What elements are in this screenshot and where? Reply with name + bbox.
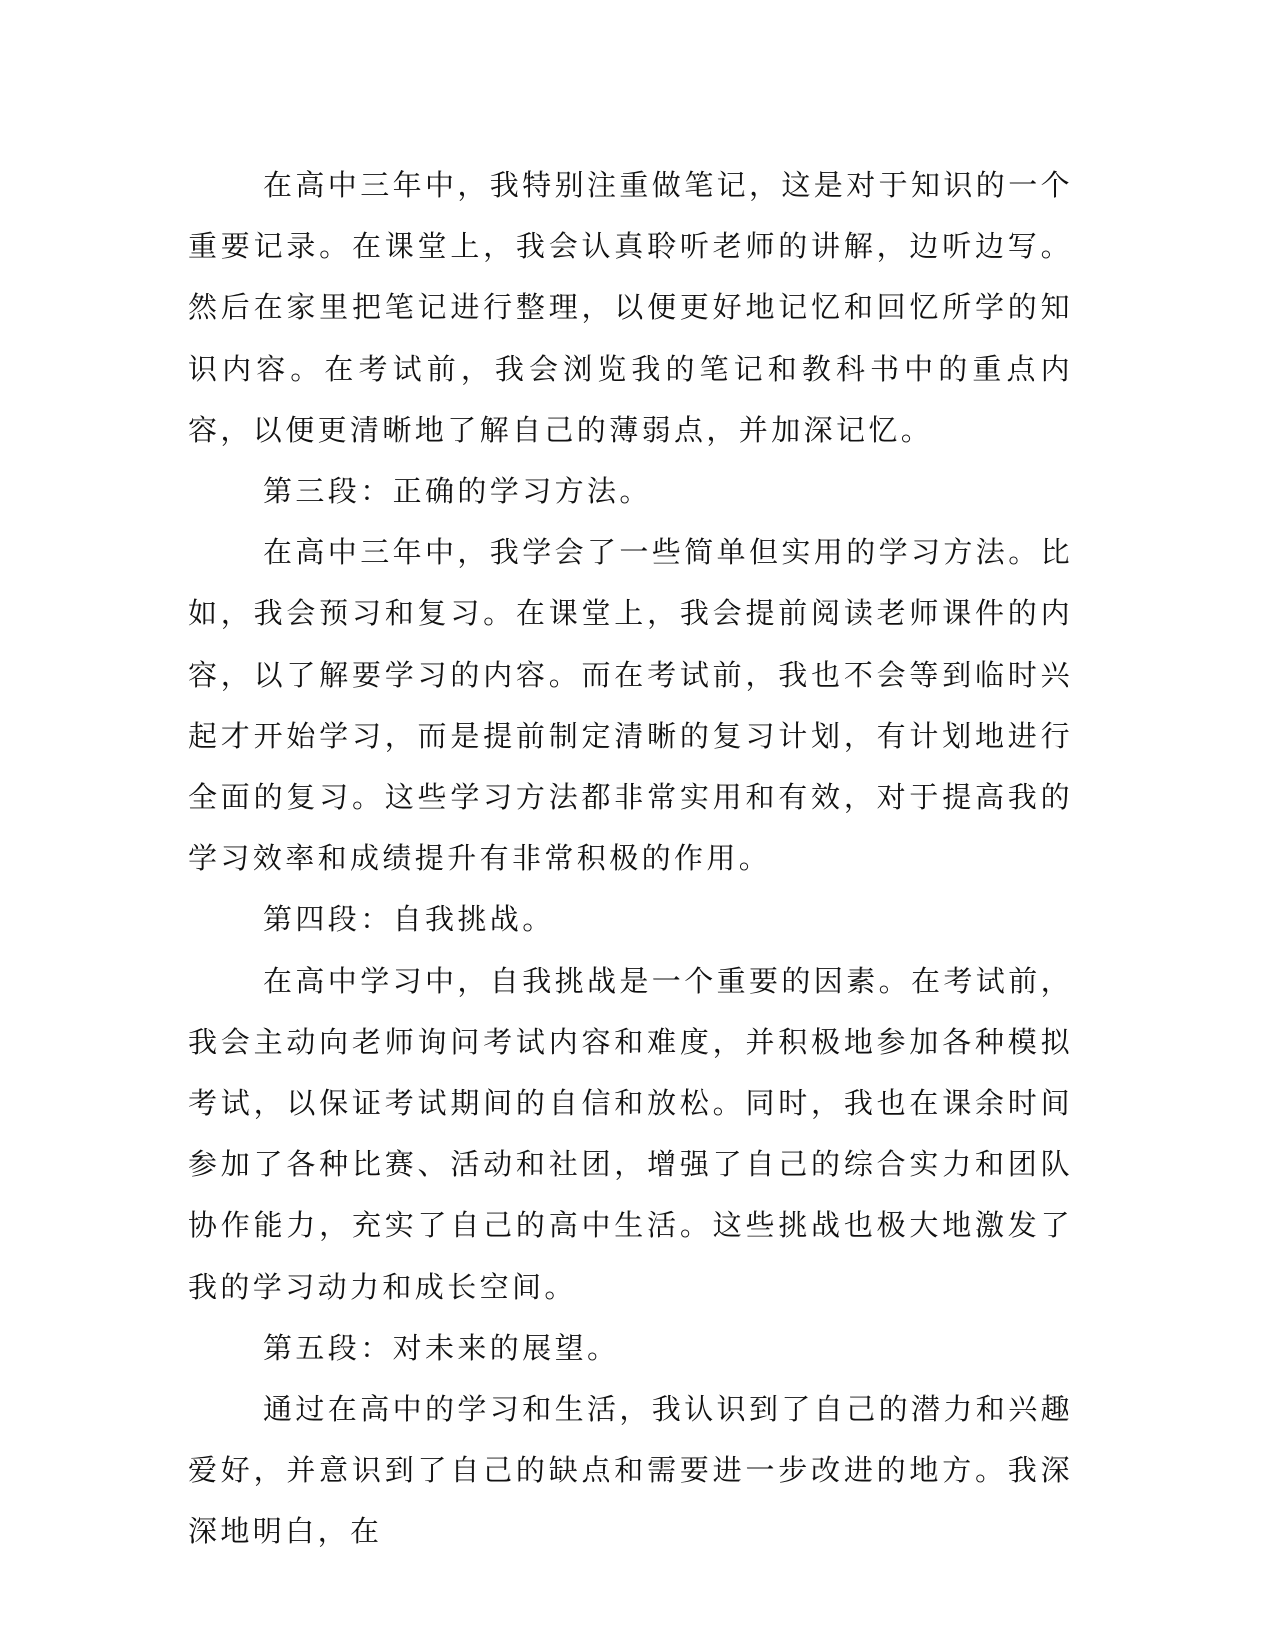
- section-heading-4: 第四段：自我挑战。: [263, 902, 555, 937]
- paragraph-future-outlook: 通过在高中的学习和生活，我认识到了自己的潜力和兴趣爱好，并意识到了自己的缺点和需要进一步改进的地方。我深深地明白，在: [188, 1392, 1074, 1549]
- section-heading-3: 第三段：正确的学习方法。: [263, 474, 652, 509]
- document-body: [188, 155, 1073, 1563]
- paragraph-study-methods: 在高中三年中，我学会了一些简单但实用的学习方法。比如，我会预习和复习。在课堂上，我会提前阅读老师课件的内容，以了解要学习的内容。而在考试前，我也不会等到临时兴起才开始学习，而是提前制定清晰的复习计划，有计划地进行全面的复习。这些学习方法都非常实用和有效，对于提高我的学习效率和成绩提升有非常积极的作用。: [188, 535, 1074, 876]
- paragraph-self-challenge: 在高中学习中，自我挑战是一个重要的因素。在考试前，我会主动向老师询问考试内容和难度，并积极地参加各种模拟考试，以保证考试期间的自信和放松。同时，我也在课余时间参加了各种比赛、活动和社团，增强了自己的综合实力和团队协作能力，充实了自己的高中生活。这些挑战也极大地激发了我的学习动力和成长空间。: [188, 963, 1074, 1304]
- paragraph-note-taking: 在高中三年中，我特别注重做笔记，这是对于知识的一个重要记录。在课堂上，我会认真聆听老师的讲解，边听边写。然后在家里把笔记进行整理，以便更好地记忆和回忆所学的知识内容。在考试前，我会浏览我的笔记和教科书中的重点内容，以便更清晰地了解自己的薄弱点，并加深记忆。: [188, 168, 1074, 447]
- section-heading-5: 第五段：对未来的展望。: [263, 1330, 620, 1365]
